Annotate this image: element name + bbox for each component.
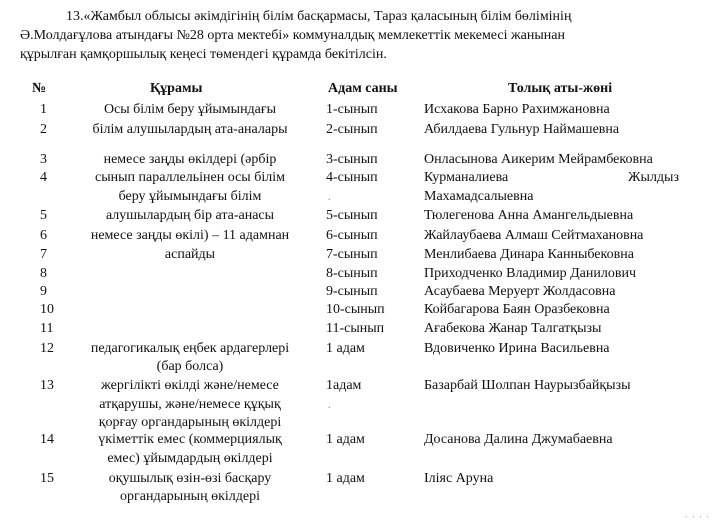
count-cell: 6-сынып [326,228,378,243]
header-number: № [32,81,47,96]
full-name-cell: Онласынова Аикерим Мейрамбековна [424,152,653,167]
row-number: 2 [40,122,47,137]
composition-line: білім алушылардың ата-аналары [92,122,288,137]
row-number: 9 [40,284,47,299]
header-composition: Құрамы [150,81,203,96]
row-number: 8 [40,266,47,281]
count-cell: 10-сынып [326,302,385,317]
count-cell: 1 адам [326,341,365,356]
full-name-cell: Абилдаева Гульнур Наймашевна [424,122,620,137]
count-cell: 5-сынып [326,208,378,223]
full-name-cell-part: Махамадсалыевна [424,189,534,204]
intro-line-1: 13.«Жамбыл облысы әкімдігінің білім басқармасы, Тараз қаласының білім бөлімінің [66,9,572,24]
composition-line: органдарының өкілдері [120,489,260,504]
count-cell: 1 адам [326,432,365,447]
composition-line: аспайды [164,247,216,262]
full-name-cell: Тюлегенова Анна Амангельдыевна [424,208,634,223]
composition-line: қорғау органдарының өкілдері [98,415,282,430]
scan-mark: . [328,192,331,203]
count-cell: 4-сынып [326,170,378,185]
composition-line: немесе заңды өкілі) – 11 адамнан [90,228,290,243]
count-cell: 8-сынып [326,266,378,281]
intro-line-3: құрылған қамқоршылық кеңесі төмендегі құрамда бекітілсін. [20,47,387,62]
full-name-cell: Жайлаубаева Алмаш Сейтмахановна [424,228,644,243]
full-name-cell: Менлибаева Динара Канныбековна [424,247,634,262]
row-number: 7 [40,247,47,262]
count-cell: 2-сынып [326,122,378,137]
composition-line: жергілікті өкілді және/немесе [101,378,279,393]
full-name-cell: Базарбай Шолпан Наурызбайқызы [424,378,631,393]
header-full-name: Толық аты-жөні [508,81,613,96]
row-number: 14 [40,432,54,447]
composition-line: Осы білім беру ұйымындағы [103,102,277,117]
composition-line: педагогикалық еңбек ардагерлері [90,341,290,356]
composition-line: беру ұйымындағы білім [118,189,262,204]
row-number: 5 [40,208,47,223]
count-cell: 11-сынып [326,321,385,336]
full-name-cell: Досанова Далина Джумабаевна [424,432,613,447]
composition-line: немесе заңды өкілдері (әрбір [103,152,277,167]
full-name-cell: Приходченко Владимир Данилович [424,266,637,281]
row-number: 12 [40,341,54,356]
count-cell: 7-сынып [326,247,378,262]
composition-line: алушылардың бір ата-анасы [105,208,275,223]
scan-mark: . [328,400,331,411]
row-number: 6 [40,228,47,243]
composition-line: үкіметтік емес (коммерциялық [98,432,282,447]
row-number: 10 [40,302,54,317]
composition-line: оқушылық өзін-өзі басқару [108,471,272,486]
row-number: 4 [40,170,47,185]
full-name-cell: Койбагарова Баян Оразбековна [424,302,610,317]
full-name-cell: Исхакова Барно Рахимжановна [424,102,610,117]
header-count: Адам саны [328,81,398,96]
count-cell: 3-сынып [326,152,378,167]
full-name-cell: Асаубаева Меруерт Жолдасовна [424,284,616,299]
intro-line-2: Ә.Молдағұлова атындағы №28 орта мектебі» коммуналдық мемлекеттік мекемесі жанынан [20,28,565,43]
count-cell: 9-сынып [326,284,378,299]
count-cell: 1-сынып [326,102,378,117]
composition-line: емес) ұйымдардың өкілдері [107,451,273,466]
row-number: 15 [40,471,54,486]
full-name-cell: Іліяс Аруна [424,471,494,486]
composition-line: атқарушы, және/немесе құқық [99,397,281,412]
row-number: 3 [40,152,47,167]
count-cell: 1 адам [326,471,365,486]
composition-line: (бар болса) [156,359,224,374]
composition-line: сынып параллельінен осы білім [95,170,285,185]
count-cell: 1адам [326,378,362,393]
scan-smudge: ‧ ‧ ‧ ‧ [684,512,710,522]
row-number: 11 [40,321,54,336]
full-name-cell: Вдовиченко Ирина Васильевна [424,341,610,356]
full-name-cell: Курманалиева [424,170,509,185]
full-name-cell-part: Жылдыз [628,170,679,185]
full-name-cell: Ағабекова Жанар Талгатқызы [424,321,602,336]
row-number: 1 [40,102,47,117]
row-number: 13 [40,378,54,393]
